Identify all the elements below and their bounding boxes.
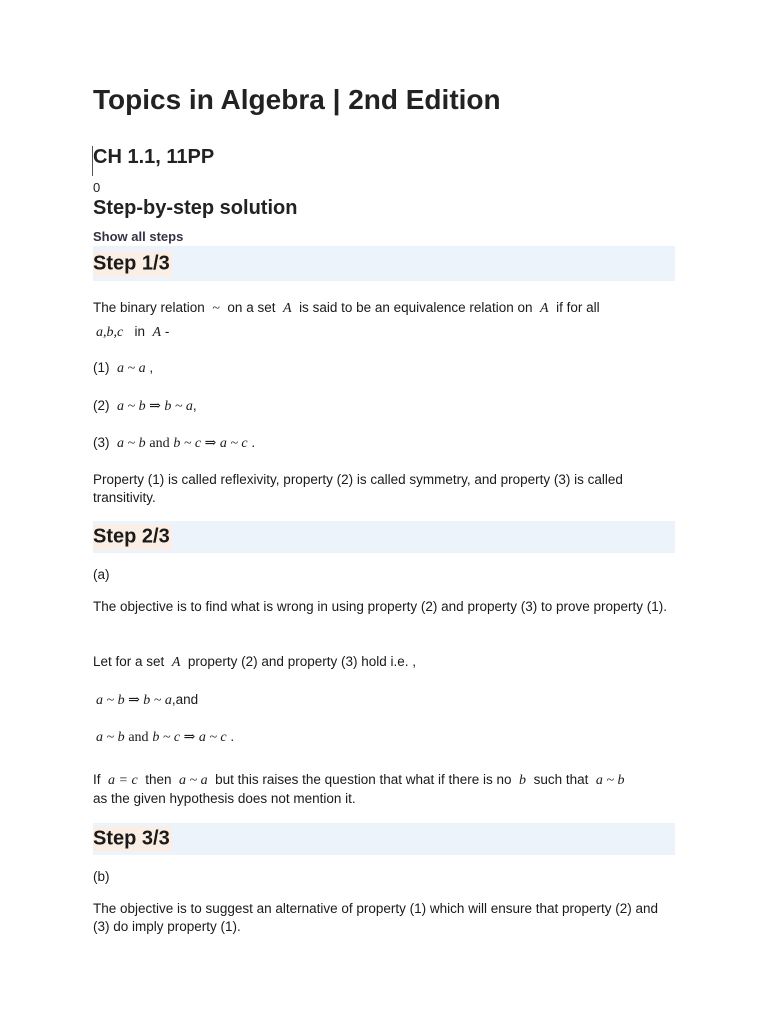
step-3-label: Step 3/3	[93, 827, 170, 850]
count-value: 0	[93, 180, 101, 195]
step-2-equation-1: a ~ b ⇒ b ~ a,and	[96, 692, 199, 708]
show-all-steps-link[interactable]: Show all steps	[93, 229, 184, 244]
step-2-objective: The objective is to find what is wrong in using property (2) and property (3) to prove property (1).	[93, 599, 668, 614]
step-3-header[interactable]	[93, 823, 675, 855]
step-2-conclusion-cont: as the given hypothesis does not mention it.	[93, 791, 356, 806]
page-title: Topics in Algebra | 2nd Edition	[93, 84, 501, 115]
step-2-conclusion: If a = c then a ~ a but this raises the question that what if there is no b such that a ~ b	[93, 772, 625, 788]
property-2: (2) a ~ b ⇒ b ~ a,	[93, 398, 197, 414]
chapter-heading	[93, 146, 214, 169]
step-2-let: Let for a set A property (2) and property (3) hold i.e. ,	[93, 654, 416, 670]
step-1-header[interactable]	[93, 246, 675, 281]
solution-heading: Step-by-step solution	[93, 197, 298, 219]
step-1-intro-cont: a,b,c in A -	[96, 324, 170, 340]
step-1-summary: Property (1) is called reflexivity, property (2) is called symmetry, and property (3) is called transitivity.	[93, 472, 623, 505]
property-3: (3) a ~ b and b ~ c ⇒ a ~ c .	[93, 435, 256, 451]
chapter-label: CH 1.1, 11PP	[93, 146, 215, 168]
property-1: (1) a ~ a ,	[93, 360, 154, 376]
step-2-label: Step 2/3	[93, 525, 170, 548]
text-cursor	[92, 146, 93, 176]
step-3-objective: The objective is to suggest an alternative of property (1) which will ensure that property (2) and (3) do imply property (1).	[93, 901, 659, 934]
step-2-equation-2: a ~ b and b ~ c ⇒ a ~ c .	[96, 729, 235, 745]
step-2-part: (a)	[93, 567, 110, 582]
step-1-label: Step 1/3	[93, 252, 170, 274]
step-1-intro: The binary relation ~ on a set A is said to be an equivalence relation on A if for all	[93, 300, 600, 316]
step-3-part: (b)	[93, 869, 110, 884]
step-2-header[interactable]	[93, 521, 675, 553]
